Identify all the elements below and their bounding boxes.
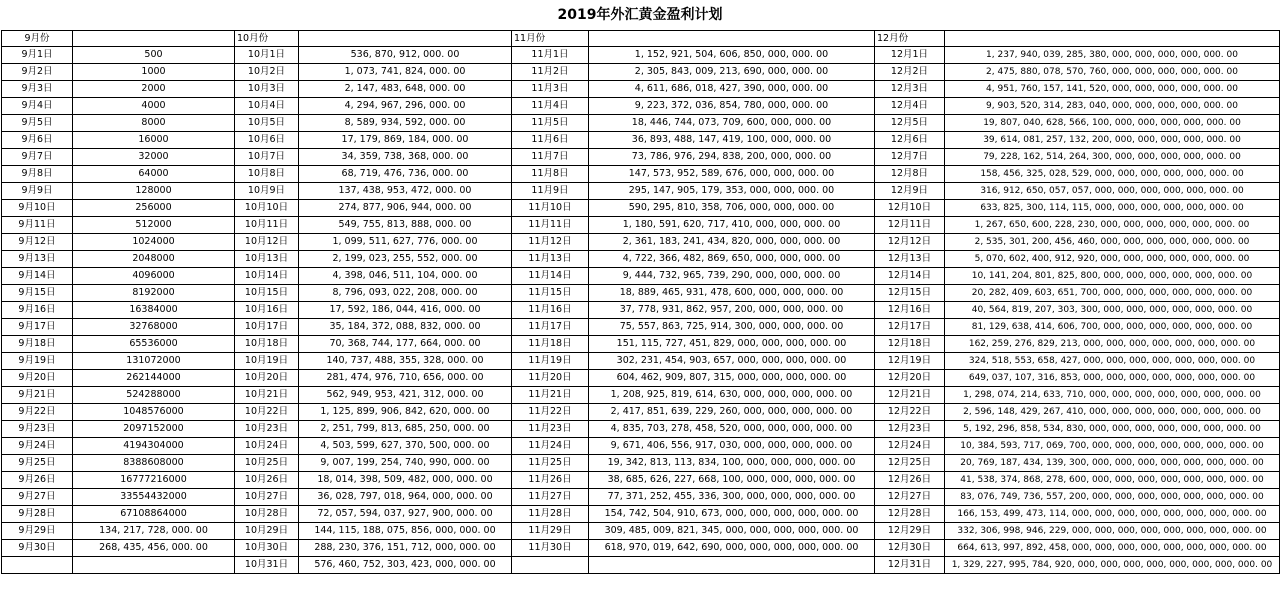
cell-sep-value[interactable]: 16777216000: [73, 472, 235, 489]
cell-sep-value[interactable]: 1048576000: [73, 404, 235, 421]
cell-dec-date[interactable]: 12月6日: [875, 132, 945, 149]
cell-sep-date[interactable]: 9月6日: [2, 132, 73, 149]
cell-sep-date[interactable]: 9月18日: [2, 336, 73, 353]
cell-oct-date[interactable]: 10月26日: [235, 472, 299, 489]
cell-dec-date[interactable]: 12月11日: [875, 217, 945, 234]
cell-sep-date[interactable]: 9月7日: [2, 149, 73, 166]
cell-sep-date[interactable]: 9月4日: [2, 98, 73, 115]
cell-oct-value[interactable]: 18, 014, 398, 509, 482, 000, 000. 00: [299, 472, 512, 489]
cell-sep-value[interactable]: 512000: [73, 217, 235, 234]
cell-nov-date[interactable]: 11月5日: [512, 115, 589, 132]
table-row: [2, 132, 1280, 149]
cell-dec-value[interactable]: 81, 129, 638, 414, 606, 700, 000, 000, 000, 000, 000, 000. 00: [945, 319, 1280, 336]
sheet-title: 2019年外汇黄金盈利计划: [557, 7, 723, 23]
cell-nov-value[interactable]: 9, 444, 732, 965, 739, 290, 000, 000, 000. 00: [589, 268, 875, 285]
cell-oct-date[interactable]: 10月31日: [235, 557, 299, 574]
cell-sep-date[interactable]: 9月10日: [2, 200, 73, 217]
cell-nov-value[interactable]: 37, 778, 931, 862, 957, 200, 000, 000, 000. 00: [589, 302, 875, 319]
header-nov-value[interactable]: [589, 31, 875, 47]
cell-nov-date[interactable]: 11月11日: [512, 217, 589, 234]
cell-oct-value[interactable]: 536, 870, 912, 000. 00: [299, 47, 512, 64]
cell-oct-date[interactable]: 10月29日: [235, 523, 299, 540]
cell-nov-date[interactable]: 11月4日: [512, 98, 589, 115]
table-row: [2, 353, 1280, 370]
cell-dec-value[interactable]: 83, 076, 749, 736, 557, 200, 000, 000, 000, 000, 000, 000, 000. 00: [945, 489, 1280, 506]
cell-nov-date[interactable]: 11月1日: [512, 47, 589, 64]
cell-sep-date[interactable]: [2, 557, 73, 574]
cell-dec-value[interactable]: 166, 153, 499, 473, 114, 000, 000, 000, 000, 000, 000, 000, 000. 00: [945, 506, 1280, 523]
cell-dec-value[interactable]: 10, 384, 593, 717, 069, 700, 000, 000, 000, 000, 000, 000, 000. 00: [945, 438, 1280, 455]
cell-dec-date[interactable]: 12月22日: [875, 404, 945, 421]
cell-nov-date[interactable]: 11月12日: [512, 234, 589, 251]
table-row: [2, 387, 1280, 404]
cell-nov-date[interactable]: 11月3日: [512, 81, 589, 98]
cell-nov-date[interactable]: 11月13日: [512, 251, 589, 268]
table-row: [2, 319, 1280, 336]
cell-oct-date[interactable]: 10月21日: [235, 387, 299, 404]
cell-sep-date[interactable]: 9月29日: [2, 523, 73, 540]
cell-oct-date[interactable]: 10月27日: [235, 489, 299, 506]
cell-dec-value[interactable]: 9, 903, 520, 314, 283, 040, 000, 000, 000, 000, 000. 00: [945, 98, 1280, 115]
cell-sep-value[interactable]: 8192000: [73, 285, 235, 302]
cell-dec-date[interactable]: 12月13日: [875, 251, 945, 268]
table-row: [2, 217, 1280, 234]
cell-dec-value[interactable]: 162, 259, 276, 829, 213, 000, 000, 000, 000, 000, 000, 000. 00: [945, 336, 1280, 353]
cell-dec-value[interactable]: 633, 825, 300, 114, 115, 000, 000, 000, 000, 000, 000. 00: [945, 200, 1280, 217]
cell-dec-value[interactable]: 2, 475, 880, 078, 570, 760, 000, 000, 000, 000, 000. 00: [945, 64, 1280, 81]
header-dec-value[interactable]: [945, 31, 1280, 47]
cell-nov-value[interactable]: 590, 295, 810, 358, 706, 000, 000, 000. 00: [589, 200, 875, 217]
cell-oct-date[interactable]: 10月13日: [235, 251, 299, 268]
cell-dec-value[interactable]: 664, 613, 997, 892, 458, 000, 000, 000, 000, 000, 000, 000, 000. 00: [945, 540, 1280, 557]
profit-plan-table: [1, 30, 1280, 574]
cell-sep-value[interactable]: 4000: [73, 98, 235, 115]
cell-nov-value[interactable]: 38, 685, 626, 227, 668, 100, 000, 000, 000, 000. 00: [589, 472, 875, 489]
cell-dec-date[interactable]: 12月24日: [875, 438, 945, 455]
cell-oct-value[interactable]: 17, 592, 186, 044, 416, 000. 00: [299, 302, 512, 319]
cell-oct-date[interactable]: 10月14日: [235, 268, 299, 285]
table-row: [2, 404, 1280, 421]
cell-nov-value[interactable]: 2, 417, 851, 639, 229, 260, 000, 000, 000, 000. 00: [589, 404, 875, 421]
header-sep[interactable]: 9月份: [2, 31, 73, 47]
cell-nov-date[interactable]: 11月16日: [512, 302, 589, 319]
table-row: [2, 166, 1280, 183]
table-row: [2, 302, 1280, 319]
cell-sep-value[interactable]: 2000: [73, 81, 235, 98]
cell-nov-value[interactable]: 154, 742, 504, 910, 673, 000, 000, 000, 000, 000. 00: [589, 506, 875, 523]
cell-oct-date[interactable]: 10月19日: [235, 353, 299, 370]
cell-dec-date[interactable]: 12月15日: [875, 285, 945, 302]
cell-oct-value[interactable]: 1, 099, 511, 627, 776, 000. 00: [299, 234, 512, 251]
table-row: [2, 455, 1280, 472]
cell-sep-value[interactable]: 67108864000: [73, 506, 235, 523]
cell-sep-date[interactable]: 9月5日: [2, 115, 73, 132]
cell-sep-date[interactable]: 9月26日: [2, 472, 73, 489]
header-nov[interactable]: 11月份: [512, 31, 589, 47]
cell-oct-value[interactable]: 68, 719, 476, 736, 000. 00: [299, 166, 512, 183]
cell-nov-value[interactable]: 77, 371, 252, 455, 336, 300, 000, 000, 000, 000. 00: [589, 489, 875, 506]
cell-nov-date[interactable]: [512, 557, 589, 574]
cell-oct-value[interactable]: 4, 294, 967, 296, 000. 00: [299, 98, 512, 115]
cell-dec-value[interactable]: 316, 912, 650, 057, 057, 000, 000, 000, 000, 000, 000. 00: [945, 183, 1280, 200]
cell-dec-value[interactable]: 79, 228, 162, 514, 264, 300, 000, 000, 000, 000, 000. 00: [945, 149, 1280, 166]
cell-dec-value[interactable]: 2, 535, 301, 200, 456, 460, 000, 000, 000, 000, 000, 000. 00: [945, 234, 1280, 251]
cell-oct-value[interactable]: 34, 359, 738, 368, 000. 00: [299, 149, 512, 166]
cell-oct-value[interactable]: 2, 251, 799, 813, 685, 250, 000. 00: [299, 421, 512, 438]
table-row: [2, 234, 1280, 251]
cell-nov-date[interactable]: 11月19日: [512, 353, 589, 370]
cell-nov-value[interactable]: 19, 342, 813, 113, 834, 100, 000, 000, 000, 000. 00: [589, 455, 875, 472]
cell-sep-value[interactable]: 4194304000: [73, 438, 235, 455]
cell-oct-value[interactable]: 137, 438, 953, 472, 000. 00: [299, 183, 512, 200]
header-row: [2, 31, 1280, 47]
cell-sep-date[interactable]: 9月20日: [2, 370, 73, 387]
cell-oct-value[interactable]: 281, 474, 976, 710, 656, 000. 00: [299, 370, 512, 387]
cell-oct-value[interactable]: 8, 796, 093, 022, 208, 000. 00: [299, 285, 512, 302]
cell-sep-date[interactable]: 9月12日: [2, 234, 73, 251]
cell-dec-value[interactable]: 158, 456, 325, 028, 529, 000, 000, 000, 000, 000, 000. 00: [945, 166, 1280, 183]
cell-nov-value[interactable]: 18, 889, 465, 931, 478, 600, 000, 000, 000. 00: [589, 285, 875, 302]
cell-oct-value[interactable]: 72, 057, 594, 037, 927, 900, 000. 00: [299, 506, 512, 523]
cell-nov-date[interactable]: 11月7日: [512, 149, 589, 166]
table-row: [2, 64, 1280, 81]
table-row: [2, 370, 1280, 387]
cell-nov-value[interactable]: 4, 722, 366, 482, 869, 650, 000, 000, 000. 00: [589, 251, 875, 268]
cell-sep-date[interactable]: 9月3日: [2, 81, 73, 98]
cell-sep-value[interactable]: 32000: [73, 149, 235, 166]
cell-oct-date[interactable]: 10月25日: [235, 455, 299, 472]
table-row: [2, 506, 1280, 523]
cell-dec-value[interactable]: 1, 237, 940, 039, 285, 380, 000, 000, 000, 000, 000. 00: [945, 47, 1280, 64]
header-oct-value[interactable]: [299, 31, 512, 47]
cell-oct-value[interactable]: 140, 737, 488, 355, 328, 000. 00: [299, 353, 512, 370]
cell-dec-value[interactable]: 1, 267, 650, 600, 228, 230, 000, 000, 000, 000, 000, 000. 00: [945, 217, 1280, 234]
cell-sep-date[interactable]: 9月27日: [2, 489, 73, 506]
cell-dec-date[interactable]: 12月10日: [875, 200, 945, 217]
cell-dec-value[interactable]: 39, 614, 081, 257, 132, 200, 000, 000, 000, 000, 000. 00: [945, 132, 1280, 149]
cell-nov-date[interactable]: 11月30日: [512, 540, 589, 557]
cell-nov-date[interactable]: 11月15日: [512, 285, 589, 302]
cell-nov-date[interactable]: 11月18日: [512, 336, 589, 353]
cell-dec-date[interactable]: 12月27日: [875, 489, 945, 506]
cell-dec-value[interactable]: 332, 306, 998, 946, 229, 000, 000, 000, 000, 000, 000, 000, 000. 00: [945, 523, 1280, 540]
cell-sep-date[interactable]: 9月17日: [2, 319, 73, 336]
table-row: [2, 149, 1280, 166]
cell-oct-value[interactable]: 4, 398, 046, 511, 104, 000. 00: [299, 268, 512, 285]
table-row: [2, 523, 1280, 540]
cell-sep-date[interactable]: 9月24日: [2, 438, 73, 455]
cell-nov-value[interactable]: 151, 115, 727, 451, 829, 000, 000, 000, 000. 00: [589, 336, 875, 353]
cell-oct-date[interactable]: 10月9日: [235, 183, 299, 200]
cell-nov-date[interactable]: 11月20日: [512, 370, 589, 387]
cell-oct-value[interactable]: 70, 368, 744, 177, 664, 000. 00: [299, 336, 512, 353]
table-row: [2, 268, 1280, 285]
cell-oct-date[interactable]: 10月8日: [235, 166, 299, 183]
cell-sep-value[interactable]: 134, 217, 728, 000. 00: [73, 523, 235, 540]
cell-oct-date[interactable]: 10月3日: [235, 81, 299, 98]
cell-oct-value[interactable]: 9, 007, 199, 254, 740, 990, 000. 00: [299, 455, 512, 472]
cell-nov-date[interactable]: 11月8日: [512, 166, 589, 183]
cell-sep-value[interactable]: 16384000: [73, 302, 235, 319]
cell-nov-value[interactable]: 618, 970, 019, 642, 690, 000, 000, 000, 000, 000. 00: [589, 540, 875, 557]
cell-oct-date[interactable]: 10月5日: [235, 115, 299, 132]
cell-oct-date[interactable]: 10月17日: [235, 319, 299, 336]
cell-oct-date[interactable]: 10月16日: [235, 302, 299, 319]
table-row: [2, 438, 1280, 455]
cell-dec-date[interactable]: 12月14日: [875, 268, 945, 285]
cell-nov-date[interactable]: 11月10日: [512, 200, 589, 217]
cell-oct-date[interactable]: 10月15日: [235, 285, 299, 302]
cell-nov-value[interactable]: 302, 231, 454, 903, 657, 000, 000, 000, 000. 00: [589, 353, 875, 370]
cell-sep-value[interactable]: 33554432000: [73, 489, 235, 506]
cell-oct-value[interactable]: 576, 460, 752, 303, 423, 000, 000. 00: [299, 557, 512, 574]
cell-sep-date[interactable]: 9月2日: [2, 64, 73, 81]
cell-sep-value[interactable]: 256000: [73, 200, 235, 217]
table-row: [2, 336, 1280, 353]
cell-dec-date[interactable]: 12月26日: [875, 472, 945, 489]
cell-dec-value[interactable]: 2, 596, 148, 429, 267, 410, 000, 000, 000, 000, 000, 000, 000. 00: [945, 404, 1280, 421]
cell-sep-date[interactable]: 9月11日: [2, 217, 73, 234]
cell-sep-date[interactable]: 9月21日: [2, 387, 73, 404]
cell-dec-date[interactable]: 12月5日: [875, 115, 945, 132]
table-row: [2, 557, 1280, 574]
cell-dec-date[interactable]: 12月30日: [875, 540, 945, 557]
cell-dec-value[interactable]: 1, 298, 074, 214, 633, 710, 000, 000, 000, 000, 000, 000, 000. 00: [945, 387, 1280, 404]
cell-dec-date[interactable]: 12月17日: [875, 319, 945, 336]
cell-sep-value[interactable]: 65536000: [73, 336, 235, 353]
table-row: [2, 200, 1280, 217]
table-row: [2, 489, 1280, 506]
cell-nov-date[interactable]: 11月22日: [512, 404, 589, 421]
cell-dec-value[interactable]: 649, 037, 107, 316, 853, 000, 000, 000, 000, 000, 000, 000. 00: [945, 370, 1280, 387]
cell-sep-date[interactable]: 9月22日: [2, 404, 73, 421]
cell-nov-date[interactable]: 11月9日: [512, 183, 589, 200]
cell-nov-value[interactable]: 36, 893, 488, 147, 419, 100, 000, 000. 00: [589, 132, 875, 149]
cell-dec-date[interactable]: 12月18日: [875, 336, 945, 353]
cell-nov-value[interactable]: 147, 573, 952, 589, 676, 000, 000, 000. 00: [589, 166, 875, 183]
cell-sep-value[interactable]: 1024000: [73, 234, 235, 251]
cell-nov-date[interactable]: 11月2日: [512, 64, 589, 81]
cell-oct-value[interactable]: 288, 230, 376, 151, 712, 000, 000. 00: [299, 540, 512, 557]
cell-oct-date[interactable]: 10月2日: [235, 64, 299, 81]
cell-nov-date[interactable]: 11月26日: [512, 472, 589, 489]
header-oct[interactable]: 10月份: [235, 31, 299, 47]
cell-dec-date[interactable]: 12月16日: [875, 302, 945, 319]
table-row: [2, 98, 1280, 115]
cell-oct-date[interactable]: 10月6日: [235, 132, 299, 149]
cell-sep-value[interactable]: 2048000: [73, 251, 235, 268]
cell-dec-value[interactable]: 20, 282, 409, 603, 651, 700, 000, 000, 000, 000, 000, 000. 00: [945, 285, 1280, 302]
cell-dec-value[interactable]: 19, 807, 040, 628, 566, 100, 000, 000, 000, 000, 000. 00: [945, 115, 1280, 132]
cell-oct-value[interactable]: 36, 028, 797, 018, 964, 000, 000. 00: [299, 489, 512, 506]
cell-nov-value[interactable]: 1, 152, 921, 504, 606, 850, 000, 000. 00: [589, 47, 875, 64]
cell-sep-value[interactable]: 262144000: [73, 370, 235, 387]
cell-dec-value[interactable]: 41, 538, 374, 868, 278, 600, 000, 000, 000, 000, 000, 000, 000. 00: [945, 472, 1280, 489]
cell-nov-value[interactable]: 2, 361, 183, 241, 434, 820, 000, 000, 000. 00: [589, 234, 875, 251]
cell-sep-date[interactable]: 9月9日: [2, 183, 73, 200]
cell-oct-date[interactable]: 10月7日: [235, 149, 299, 166]
cell-dec-value[interactable]: 4, 951, 760, 157, 141, 520, 000, 000, 000, 000, 000. 00: [945, 81, 1280, 98]
cell-dec-value[interactable]: 40, 564, 819, 207, 303, 300, 000, 000, 000, 000, 000, 000. 00: [945, 302, 1280, 319]
cell-sep-value[interactable]: 16000: [73, 132, 235, 149]
cell-dec-date[interactable]: 12月23日: [875, 421, 945, 438]
cell-sep-value[interactable]: 8000: [73, 115, 235, 132]
cell-oct-date[interactable]: 10月1日: [235, 47, 299, 64]
cell-oct-value[interactable]: 274, 877, 906, 944, 000. 00: [299, 200, 512, 217]
cell-sep-date[interactable]: 9月1日: [2, 47, 73, 64]
cell-oct-value[interactable]: 1, 125, 899, 906, 842, 620, 000. 00: [299, 404, 512, 421]
cell-dec-date[interactable]: 12月19日: [875, 353, 945, 370]
cell-sep-value[interactable]: 128000: [73, 183, 235, 200]
cell-nov-date[interactable]: 11月28日: [512, 506, 589, 523]
cell-sep-value[interactable]: 2097152000: [73, 421, 235, 438]
cell-nov-date[interactable]: 11月17日: [512, 319, 589, 336]
cell-sep-value[interactable]: 1000: [73, 64, 235, 81]
cell-oct-date[interactable]: 10月4日: [235, 98, 299, 115]
header-sep-value[interactable]: [73, 31, 235, 47]
cell-dec-date[interactable]: 12月3日: [875, 81, 945, 98]
cell-nov-value[interactable]: 1, 208, 925, 819, 614, 630, 000, 000, 000, 000. 00: [589, 387, 875, 404]
cell-oct-date[interactable]: 10月23日: [235, 421, 299, 438]
cell-oct-date[interactable]: 10月18日: [235, 336, 299, 353]
cell-sep-value[interactable]: 8388608000: [73, 455, 235, 472]
cell-dec-date[interactable]: 12月2日: [875, 64, 945, 81]
cell-oct-date[interactable]: 10月30日: [235, 540, 299, 557]
cell-sep-date[interactable]: 9月25日: [2, 455, 73, 472]
table-row: [2, 285, 1280, 302]
cell-oct-value[interactable]: 549, 755, 813, 888, 000. 00: [299, 217, 512, 234]
cell-nov-value[interactable]: 4, 835, 703, 278, 458, 520, 000, 000, 000, 000. 00: [589, 421, 875, 438]
cell-oct-date[interactable]: 10月24日: [235, 438, 299, 455]
cell-oct-value[interactable]: 35, 184, 372, 088, 832, 000. 00: [299, 319, 512, 336]
cell-nov-value[interactable]: 9, 223, 372, 036, 854, 780, 000, 000. 00: [589, 98, 875, 115]
cell-oct-value[interactable]: 562, 949, 953, 421, 312, 000. 00: [299, 387, 512, 404]
cell-sep-value[interactable]: [73, 557, 235, 574]
cell-sep-value[interactable]: 4096000: [73, 268, 235, 285]
cell-nov-value[interactable]: 4, 611, 686, 018, 427, 390, 000, 000. 00: [589, 81, 875, 98]
cell-nov-date[interactable]: 11月14日: [512, 268, 589, 285]
cell-dec-value[interactable]: 5, 070, 602, 400, 912, 920, 000, 000, 000, 000, 000, 000. 00: [945, 251, 1280, 268]
cell-nov-date[interactable]: 11月29日: [512, 523, 589, 540]
cell-nov-value[interactable]: 73, 786, 976, 294, 838, 200, 000, 000. 00: [589, 149, 875, 166]
cell-sep-value[interactable]: 64000: [73, 166, 235, 183]
cell-sep-date[interactable]: 9月16日: [2, 302, 73, 319]
cell-nov-value[interactable]: 604, 462, 909, 807, 315, 000, 000, 000, 000. 00: [589, 370, 875, 387]
cell-dec-date[interactable]: 12月21日: [875, 387, 945, 404]
table-row: [2, 540, 1280, 557]
cell-nov-value[interactable]: 295, 147, 905, 179, 353, 000, 000, 000. 00: [589, 183, 875, 200]
table-row: [2, 47, 1280, 64]
cell-dec-date[interactable]: 12月12日: [875, 234, 945, 251]
cell-oct-date[interactable]: 10月28日: [235, 506, 299, 523]
cell-sep-date[interactable]: 9月13日: [2, 251, 73, 268]
cell-oct-value[interactable]: 8, 589, 934, 592, 000. 00: [299, 115, 512, 132]
cell-nov-value[interactable]: [589, 557, 875, 574]
cell-nov-date[interactable]: 11月24日: [512, 438, 589, 455]
cell-dec-date[interactable]: 12月1日: [875, 47, 945, 64]
cell-dec-date[interactable]: 12月8日: [875, 166, 945, 183]
table-row: [2, 81, 1280, 98]
cell-sep-date[interactable]: 9月30日: [2, 540, 73, 557]
cell-dec-date[interactable]: 12月4日: [875, 98, 945, 115]
cell-oct-date[interactable]: 10月12日: [235, 234, 299, 251]
cell-nov-value[interactable]: 1, 180, 591, 620, 717, 410, 000, 000, 000. 00: [589, 217, 875, 234]
cell-oct-value[interactable]: 2, 199, 023, 255, 552, 000. 00: [299, 251, 512, 268]
table-row: [2, 115, 1280, 132]
header-dec[interactable]: 12月份: [875, 31, 945, 47]
cell-oct-value[interactable]: 1, 073, 741, 824, 000. 00: [299, 64, 512, 81]
cell-nov-value[interactable]: 18, 446, 744, 073, 709, 600, 000, 000. 00: [589, 115, 875, 132]
cell-oct-date[interactable]: 10月10日: [235, 200, 299, 217]
cell-sep-value[interactable]: 268, 435, 456, 000. 00: [73, 540, 235, 557]
cell-dec-date[interactable]: 12月31日: [875, 557, 945, 574]
cell-oct-value[interactable]: 2, 147, 483, 648, 000. 00: [299, 81, 512, 98]
cell-sep-value[interactable]: 500: [73, 47, 235, 64]
cell-dec-date[interactable]: 12月29日: [875, 523, 945, 540]
cell-oct-value[interactable]: 17, 179, 869, 184, 000. 00: [299, 132, 512, 149]
cell-dec-value[interactable]: 10, 141, 204, 801, 825, 800, 000, 000, 000, 000, 000, 000. 00: [945, 268, 1280, 285]
cell-dec-date[interactable]: 12月25日: [875, 455, 945, 472]
cell-oct-date[interactable]: 10月20日: [235, 370, 299, 387]
cell-sep-date[interactable]: 9月15日: [2, 285, 73, 302]
cell-dec-date[interactable]: 12月7日: [875, 149, 945, 166]
cell-oct-value[interactable]: 4, 503, 599, 627, 370, 500, 000. 00: [299, 438, 512, 455]
cell-sep-date[interactable]: 9月8日: [2, 166, 73, 183]
cell-nov-date[interactable]: 11月25日: [512, 455, 589, 472]
cell-sep-date[interactable]: 9月19日: [2, 353, 73, 370]
cell-sep-date[interactable]: 9月28日: [2, 506, 73, 523]
cell-dec-date[interactable]: 12月28日: [875, 506, 945, 523]
cell-sep-value[interactable]: 524288000: [73, 387, 235, 404]
cell-nov-value[interactable]: 309, 485, 009, 821, 345, 000, 000, 000, 000, 000. 00: [589, 523, 875, 540]
cell-dec-date[interactable]: 12月20日: [875, 370, 945, 387]
cell-nov-date[interactable]: 11月6日: [512, 132, 589, 149]
cell-dec-date[interactable]: 12月9日: [875, 183, 945, 200]
cell-oct-date[interactable]: 10月22日: [235, 404, 299, 421]
cell-nov-date[interactable]: 11月21日: [512, 387, 589, 404]
cell-nov-value[interactable]: 2, 305, 843, 009, 213, 690, 000, 000. 00: [589, 64, 875, 81]
cell-nov-date[interactable]: 11月23日: [512, 421, 589, 438]
cell-nov-value[interactable]: 9, 671, 406, 556, 917, 030, 000, 000, 000, 000. 00: [589, 438, 875, 455]
cell-oct-date[interactable]: 10月11日: [235, 217, 299, 234]
cell-dec-value[interactable]: 20, 769, 187, 434, 139, 300, 000, 000, 000, 000, 000, 000, 000. 00: [945, 455, 1280, 472]
cell-dec-value[interactable]: 5, 192, 296, 858, 534, 830, 000, 000, 000, 000, 000, 000, 000. 00: [945, 421, 1280, 438]
table-row: [2, 472, 1280, 489]
table-row: [2, 421, 1280, 438]
cell-sep-value[interactable]: 131072000: [73, 353, 235, 370]
cell-sep-date[interactable]: 9月14日: [2, 268, 73, 285]
cell-oct-value[interactable]: 144, 115, 188, 075, 856, 000, 000. 00: [299, 523, 512, 540]
table-row: [2, 183, 1280, 200]
cell-dec-value[interactable]: 324, 518, 553, 658, 427, 000, 000, 000, 000, 000, 000, 000. 00: [945, 353, 1280, 370]
cell-sep-value[interactable]: 32768000: [73, 319, 235, 336]
cell-nov-value[interactable]: 75, 557, 863, 725, 914, 300, 000, 000, 000. 00: [589, 319, 875, 336]
table-row: [2, 251, 1280, 268]
cell-dec-value[interactable]: 1, 329, 227, 995, 784, 920, 000, 000, 000, 000, 000, 000, 000, 000. 00: [945, 557, 1280, 574]
cell-nov-date[interactable]: 11月27日: [512, 489, 589, 506]
cell-sep-date[interactable]: 9月23日: [2, 421, 73, 438]
